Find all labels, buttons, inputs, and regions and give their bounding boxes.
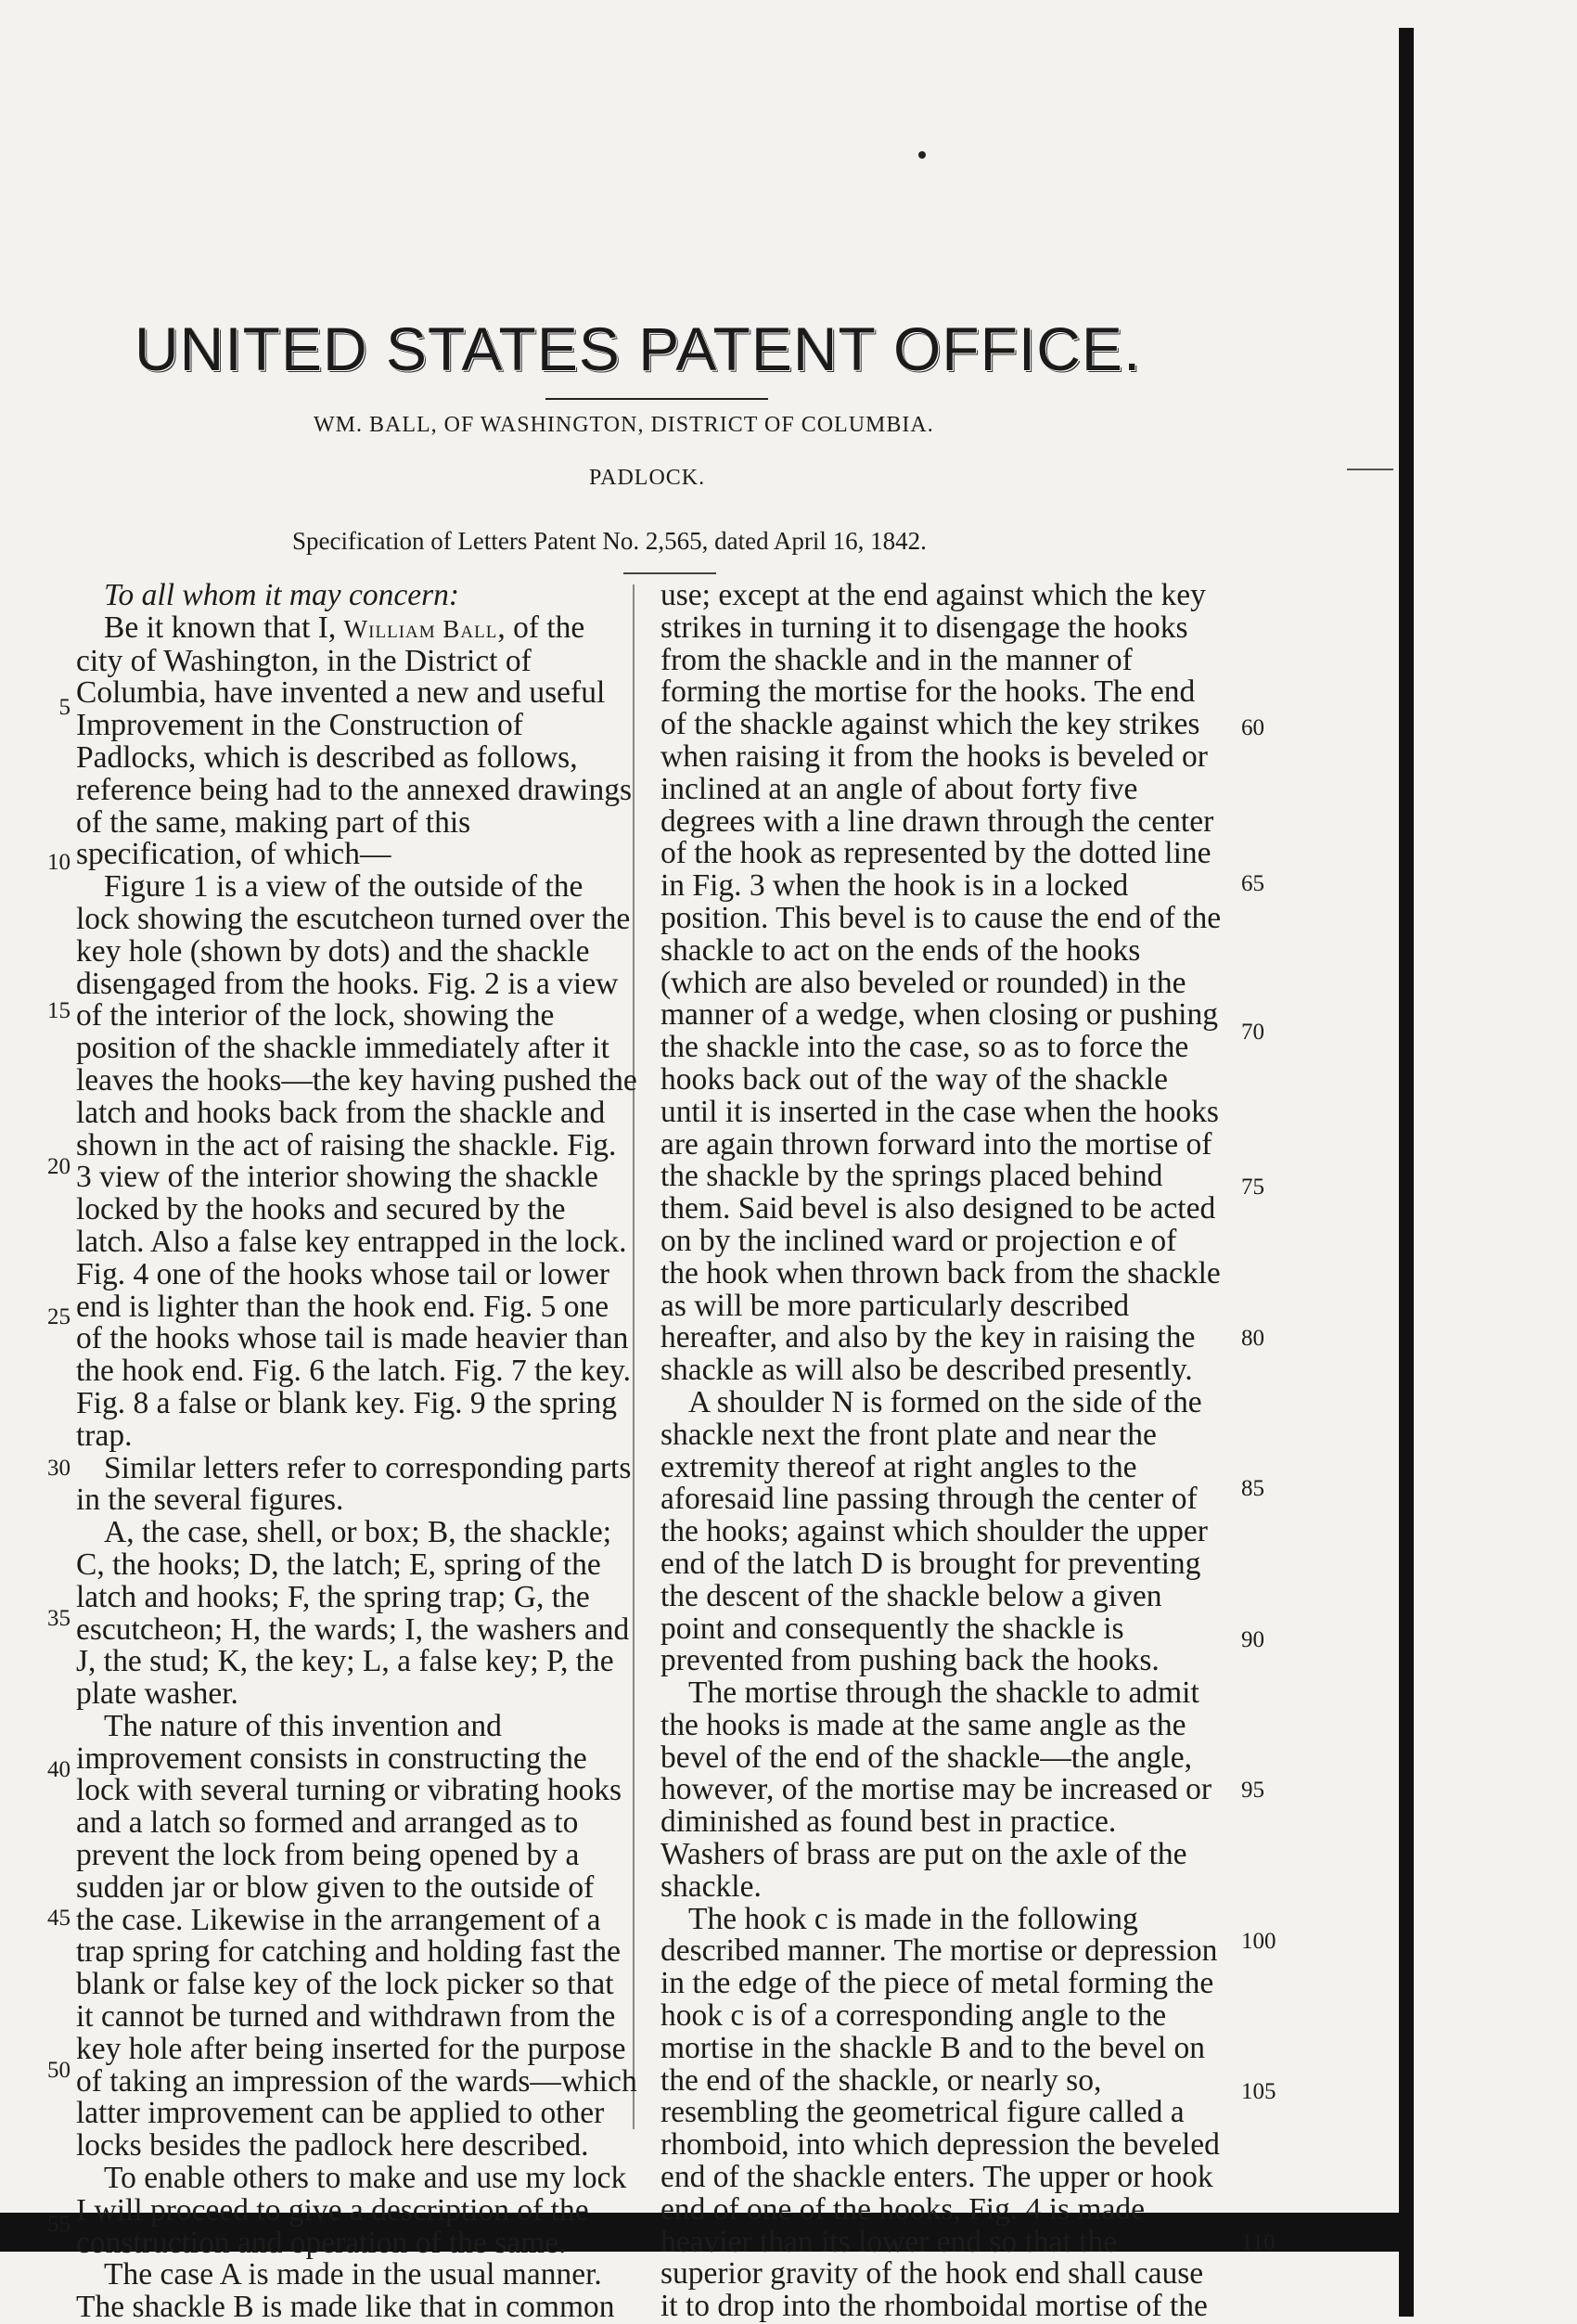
line-number: 5 [58, 695, 71, 720]
line-number: 95 [1241, 1778, 1264, 1803]
line-number: 25 [47, 1304, 71, 1329]
margin-rule [1347, 469, 1393, 470]
invention-title: PADLOCK. [589, 466, 706, 490]
line-number: 110 [1241, 2230, 1276, 2255]
paragraph: use; except at the end against which the key strikes in turning it to disengage the hooks from the shackle and in the manner of forming the mortise for the hooks. The end of the shackle against which the key strikes when raising it from the hooks is beveled or inclined at an angle of about forty five degrees with a line drawn through the center of the hook as represented by the dotted line in Fig. 3 when the hook is in a locked position. This bevel is to cause the end of the shackle to act on the ends of the hooks (which are also beveled or rounded) in the manner of a wedge, when closing or pushing the shackle into the case, so as to force the hooks back out of the way of the shackle until it is inserted in the case when the hooks are again thrown forward into the mortise of the shackle by the springs placed behind them. Said bevel is also designed to be acted on by the inclined ward or projection e of the hook when thrown back from the shackle as will be more particularly described hereafter, and also by the key in raising the shackle as will also be described presently. [660, 578, 1222, 1388]
line-number: 45 [47, 1906, 71, 1931]
paragraph: The hook c is made in the following described manner. The mortise or depression in the edge of the piece of metal forming the hook c is of a corresponding angle to the mortise in the shackle B and to the bevel on the end of the shackle, or nearly so, resembling the geometrical figure called a rhomboid, into which depression the beveled end of the shackle enters. The upper or hook end of one of the hooks, Fig. 4 is made heavier than its lower end so that the superior gravity of the hook end shall cause it to drop into the rhomboidal mortise of the [660, 1901, 1220, 2324]
paragraph: The mortise through the shackle to admit the hooks is made at the same angle as the bevel of the end of the shackle—the angle, however, of the mortise may be increased or diminished as found best in practice. Washers of brass are put on the axle of the shackle. [660, 1676, 1212, 1904]
paragraph: To enable others to make and use my lock I will proceed to give a description of the construction and operation of the same. [76, 2161, 627, 2260]
line-number: 85 [1241, 1476, 1264, 1501]
line-number: 80 [1241, 1326, 1264, 1351]
paragraph: The nature of this invention and improvement consists in constructing the lock with several turning or vibrating hooks and a latch so formed and arranged as to prevent the lock from being opened by a sudden jar or blow given to the outside of the case. Likewise in the arrangement of a trap spring for catching and holding fast the blank or false key of the lock picker so that it cannot be turned and withdrawn from the key hole after being inserted for the purpose of taking an impression of the wards—which latter improvement can be applied to other locks besides the padlock here described. [76, 1708, 637, 2164]
line-number: 65 [1241, 871, 1264, 896]
paragraph: A shoulder N is formed on the side of the shackle next the front plate and near the extremity thereof at right angles to the aforesaid line passing through the center of the hooks; against which shoulder the upper end of the latch D is brought for preventing the descent of the shackle below a given point and consequently the shackle is prevented from pushing back the hooks. [660, 1384, 1208, 1678]
line-number: 35 [47, 1606, 71, 1631]
paragraph-text: Be it known that I, [104, 610, 344, 645]
line-number: 20 [47, 1154, 71, 1179]
line-number: 70 [1241, 1020, 1264, 1045]
salutation: To all whom it may concern: [104, 578, 460, 612]
line-number: 105 [1241, 2079, 1276, 2104]
right-column [660, 580, 1222, 2323]
specification-line: Specification of Letters Patent No. 2,565, dated April 16, 1842. [292, 527, 927, 555]
line-number: 10 [47, 850, 71, 875]
paragraph: Similar letters refer to corresponding parts in the several figures. [76, 1450, 632, 1518]
paragraph: The case A is made in the usual manner. The shackle B is made like that in common [76, 2257, 615, 2324]
title-rule [545, 398, 768, 400]
paragraph: Figure 1 is a view of the outside of the lock showing the escutcheon turned over the key hole (shown by dots) and the shackle disengaged from the hooks. Fig. 2 is a view of the interior of the lock, showing the position of the shackle immediately after it leaves the hooks—the key having pushed the latch and hooks back from the shackle and shown in the act of raising the shackle. Fig. 3 view of the interior showing the shackle locked by the hooks and secured by the latch. Also a false key entrapped in the lock. Fig. 4 one of the hooks whose tail or lower end is lighter than the hook end. Fig. 5 one of the hooks whose tail is made heavier than the hook end. Fig. 6 the latch. Fig. 7 the key. Fig. 8 a false or blank key. Fig. 9 the spring trap. [76, 869, 637, 1453]
line-number: 60 [1241, 715, 1264, 740]
ink-speck [918, 151, 926, 159]
line-number: 55 [47, 2212, 71, 2237]
spec-rule [623, 572, 716, 574]
line-number: 75 [1241, 1175, 1264, 1200]
line-number: 50 [47, 2058, 71, 2083]
line-number: 15 [47, 998, 71, 1023]
inventor-name: William Ball [343, 614, 498, 643]
paragraph: A, the case, shell, or box; B, the shackle; C, the hooks; D, the latch; E, spring of the latch and hooks; F, the spring trap; G, the escutcheon; H, the wards; I, the washers and J, the stud; K, the key; L, a false key; P, the plate washer. [76, 1515, 630, 1712]
left-column [76, 580, 638, 2324]
paragraph [76, 612, 638, 871]
scan-border-right [1399, 28, 1414, 2317]
office-title: UNITED STATES PATENT OFFICE. [135, 315, 1142, 383]
paragraph-text: , of the city of Washington, in the District of Columbia, have invented a new and useful Improvement in the Construction of Padlocks, which is described as follows, reference being had to the annexed drawings of the same, making part of this specification, of which— [76, 610, 633, 872]
line-number: 90 [1241, 1627, 1264, 1652]
line-number: 40 [47, 1757, 71, 1782]
inventor-line: WM. BALL, OF WASHINGTON, DISTRICT OF COLUMBIA. [314, 413, 934, 437]
line-number: 30 [47, 1456, 71, 1481]
line-number: 100 [1241, 1929, 1276, 1954]
